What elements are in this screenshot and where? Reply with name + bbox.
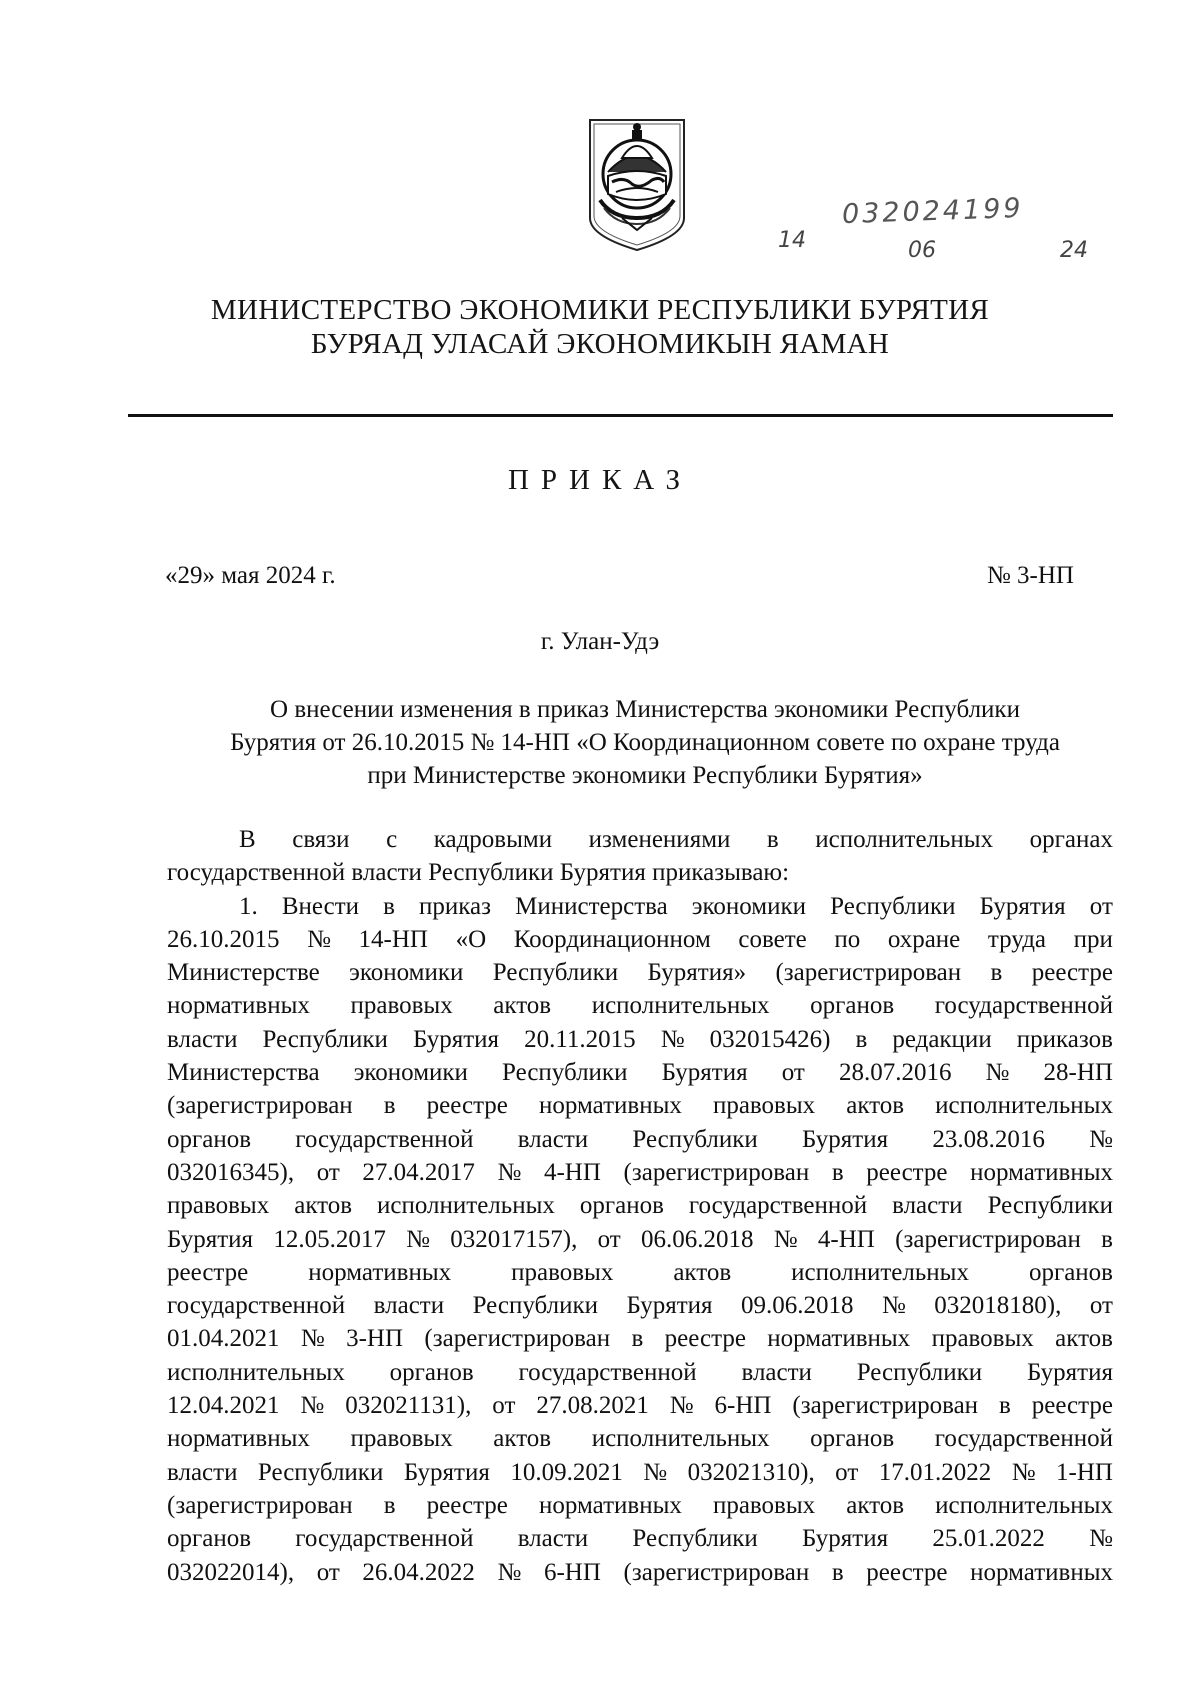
body-word: в (831, 1158, 844, 1186)
body-word: 27.04.2017 (362, 1158, 475, 1186)
body-word: 1-НП (1056, 1458, 1113, 1486)
body-word: (зарегистрирован (167, 1491, 353, 1519)
body-word: исполнительных (815, 826, 994, 853)
body-line (167, 1456, 1113, 1489)
body-word: № (881, 1292, 906, 1320)
body-line (167, 890, 1113, 923)
body-word: нормативных (167, 1425, 310, 1453)
body-line (167, 823, 1113, 856)
body-word: государственной (295, 1525, 474, 1553)
body-word: правовых (350, 1425, 453, 1453)
body-word: (зарегистрирован (623, 1558, 810, 1586)
body-word: Республики (987, 1192, 1113, 1220)
body-word: (зарегистрирован (167, 1092, 353, 1120)
body-word: власти (167, 1458, 238, 1486)
body-word: власти (517, 1125, 589, 1153)
body-word: 3-НП (346, 1325, 404, 1353)
body-word: исполнительных (591, 1425, 770, 1453)
body-word: № (643, 1458, 668, 1486)
body-word: в (383, 1491, 396, 1519)
ministry-name-buryat: БУРЯАД УЛАСАЙ ЭКОНОМИКЫН ЯАМАН (310, 328, 890, 360)
body-word: власти (892, 1192, 963, 1220)
body-line (167, 1256, 1113, 1289)
body-line (167, 1289, 1113, 1322)
body-word: № (1089, 1125, 1113, 1153)
body-word: органов (389, 1358, 474, 1386)
body-word: органов (1028, 1258, 1113, 1286)
body-word: Министерства (515, 892, 668, 920)
body-word: в (631, 1325, 644, 1353)
body-word: от (316, 1558, 340, 1586)
body-word: нормативных (538, 1092, 682, 1120)
body-word: в (1101, 1225, 1113, 1253)
body-word: органов (167, 1125, 252, 1153)
body-line: государственной власти Республики Бурятия приказываю: (167, 859, 790, 887)
body-word: (зарегистрирован (792, 1392, 979, 1420)
body-word: экономики (353, 1059, 468, 1087)
body-word: № (985, 1059, 1010, 1087)
body-word: Министерстве (167, 959, 320, 987)
body-word: 26.04.2022 (362, 1558, 475, 1586)
body-word: актов (673, 1258, 732, 1286)
body-word: экономики (691, 892, 807, 920)
body-word: реестре (1031, 1392, 1113, 1420)
body-word: редакции (892, 1025, 992, 1053)
order-city: г. Улан-Удэ (540, 628, 660, 655)
body-word: 28-НП (1043, 1059, 1113, 1087)
body-word: совете (738, 925, 807, 953)
body-word: реестре (866, 1158, 948, 1186)
body-word: нормативных (167, 992, 310, 1020)
body-word: 12.05.2017 (273, 1225, 386, 1253)
body-word: 4-НП (817, 1225, 875, 1253)
body-word: Бурятия (167, 1225, 254, 1253)
body-word: 01.04.2021 (167, 1325, 280, 1353)
body-word: правовых (167, 1192, 270, 1220)
body-word: Республики (856, 1358, 983, 1386)
body-word: 27.08.2021 (536, 1392, 649, 1420)
body-word: В (239, 826, 256, 853)
body-word: Республики (472, 1292, 598, 1320)
body-word: 06.06.2018 (641, 1225, 754, 1253)
body-word: государственной (518, 1358, 697, 1386)
body-word: власти (741, 1358, 812, 1386)
body-word: № (773, 1225, 798, 1253)
body-word: Республики (632, 1525, 758, 1553)
body-word: власти (167, 1025, 238, 1053)
body-word: от (492, 1392, 516, 1420)
registration-day-handwritten: 14 (778, 228, 806, 253)
body-word: от (781, 1059, 805, 1087)
body-word: с (386, 826, 398, 853)
body-word: Бурятия (802, 1125, 889, 1153)
body-word: 4-НП (543, 1158, 601, 1186)
body-word: актов (846, 1092, 905, 1120)
body-word: Координационном (513, 925, 711, 953)
body-word: от (597, 1225, 621, 1253)
body-word: в (383, 892, 395, 920)
body-word: реестре (426, 1491, 508, 1519)
order-body (167, 823, 1113, 1589)
body-word: правовых (350, 992, 453, 1020)
body-word: 14-НП (358, 925, 428, 953)
registration-month-handwritten: 06 (908, 238, 936, 263)
body-word: 6-НП (714, 1392, 772, 1420)
body-word: (зарегистрирован (623, 1158, 810, 1186)
body-word: нормативных (970, 1158, 1113, 1186)
body-word: органов (167, 1525, 252, 1553)
body-word: Министерства (167, 1059, 320, 1087)
body-word: Бурятия (661, 1059, 748, 1087)
body-word: 20.11.2015 (524, 1025, 636, 1053)
body-word: актов (1055, 1325, 1113, 1353)
body-word: исполнительных (791, 1258, 969, 1286)
body-word: № (1011, 1458, 1036, 1486)
body-word: от (1089, 1292, 1113, 1320)
body-word: в (383, 1092, 396, 1120)
body-word: актов (493, 992, 552, 1020)
body-word: правовых (712, 1491, 816, 1519)
body-word: 09.06.2018 (740, 1292, 854, 1320)
body-word: актов (294, 1192, 353, 1220)
body-word: правовых (511, 1258, 614, 1286)
coat-of-arms-emblem (582, 114, 692, 254)
body-word: 26.10.2015 (167, 925, 280, 953)
body-word: 032015426) (709, 1025, 831, 1053)
body-word: кадровыми (433, 826, 553, 853)
body-word: нормативных (767, 1325, 911, 1353)
body-line (167, 1322, 1113, 1355)
body-word: № (300, 1392, 325, 1420)
body-word: Бурятия (412, 1025, 500, 1053)
body-line (167, 1156, 1113, 1189)
body-word: нормативных (308, 1258, 452, 1286)
subject-line: Бурятия от 26.10.2015 № 14-НП «О Координационном совете по охране труда (230, 729, 1060, 756)
body-word: исполнительных (377, 1192, 555, 1220)
body-word: (зарегистрирован (424, 1325, 611, 1353)
body-word: органов (810, 992, 895, 1020)
body-word: государственной (934, 1425, 1113, 1453)
subject-line: О внесении изменения в приказ Министерства экономики Республики (270, 696, 1020, 723)
body-word: Республики (262, 1025, 388, 1053)
body-word: власти (373, 1292, 445, 1320)
body-word: связи (292, 826, 350, 853)
body-word: 25.01.2022 (932, 1525, 1045, 1553)
body-word: органов (579, 1192, 664, 1220)
body-word: 032021310), (687, 1458, 815, 1486)
body-word: 032017157), (450, 1225, 578, 1253)
body-word: 032016345), (167, 1158, 295, 1186)
body-word: в (990, 959, 1003, 987)
body-word: реестре (866, 1558, 948, 1586)
body-word: правовых (931, 1325, 1034, 1353)
body-word: в (766, 826, 779, 853)
body-word: № (497, 1158, 522, 1186)
body-word: государственной (167, 1292, 346, 1320)
body-line (167, 1422, 1113, 1455)
body-word: государственной (934, 992, 1113, 1020)
body-word: «О (455, 925, 487, 953)
body-word: актов (846, 1491, 905, 1519)
body-word: № (1089, 1525, 1113, 1553)
body-word: реестре (426, 1092, 508, 1120)
body-word: приказ (419, 892, 492, 920)
registration-number-handwritten: 032024199 (841, 192, 1025, 231)
body-word: (зарегистрирован (775, 959, 962, 987)
body-word: 6-НП (543, 1558, 601, 1586)
body-word: Бурятия (1026, 1358, 1113, 1386)
body-word: экономики (349, 959, 464, 987)
body-word: реестре (167, 1258, 249, 1286)
body-word: № (406, 1225, 430, 1253)
body-word: от (316, 1158, 340, 1186)
body-word: (зарегистрирован (895, 1225, 1081, 1253)
body-word: 032021131), (345, 1392, 472, 1420)
body-word: нормативных (970, 1558, 1113, 1586)
body-line (167, 1489, 1113, 1522)
body-word: исполнительных (167, 1358, 345, 1386)
body-word: 28.07.2016 (838, 1059, 952, 1087)
body-word: Бурятия (403, 1458, 490, 1486)
body-word: Республики (257, 1458, 384, 1486)
body-word: в (998, 1392, 1011, 1420)
order-subject (180, 693, 1110, 792)
body-word: реестре (1031, 959, 1113, 987)
body-word: исполнительных (935, 1491, 1113, 1519)
body-word: № (669, 1392, 694, 1420)
body-word: в (831, 1558, 844, 1586)
body-word: государственной (295, 1125, 474, 1153)
body-line (167, 1089, 1113, 1122)
body-word: государственной (688, 1192, 868, 1220)
body-word: реестре (664, 1325, 746, 1353)
body-word: 032022014), (167, 1558, 295, 1586)
header-divider (128, 414, 1113, 417)
body-line (167, 1389, 1113, 1422)
body-line (167, 1223, 1113, 1256)
document-title: ПРИКАЗ (507, 464, 693, 496)
body-word: 032018180), (934, 1292, 1062, 1320)
subject-line: при Министерстве экономики Республики Бурятия» (367, 762, 923, 789)
body-word: 17.01.2022 (878, 1458, 992, 1486)
body-word: Бурятия (802, 1525, 889, 1553)
body-word: 1. (239, 892, 258, 920)
body-word: Республики (502, 1059, 628, 1087)
body-line (167, 923, 1113, 956)
body-word: органах (1029, 826, 1113, 853)
body-word: актов (493, 1425, 552, 1453)
body-word: 10.09.2021 (510, 1458, 623, 1486)
body-word: Республики (632, 1125, 758, 1153)
body-word: изменениями (588, 826, 731, 853)
body-word: Бурятия (979, 892, 1066, 920)
body-word: от (835, 1458, 859, 1486)
body-word: Республики (492, 959, 619, 987)
body-word: нормативных (538, 1491, 682, 1519)
body-word: правовых (712, 1092, 816, 1120)
body-word: Бурятия (626, 1292, 713, 1320)
body-line (167, 956, 1113, 989)
body-line (167, 1522, 1113, 1555)
order-number: № 3-НП (986, 562, 1074, 589)
body-word: Бурятия» (647, 959, 747, 987)
body-word: 12.04.2021 (167, 1392, 280, 1420)
body-line (167, 1023, 1113, 1056)
registration-year-handwritten: 24 (1060, 238, 1088, 263)
body-line (167, 1056, 1113, 1089)
body-word: № (660, 1025, 685, 1053)
body-word: Республики (830, 892, 956, 920)
body-word: органов (810, 1425, 895, 1453)
body-word: по (834, 925, 861, 953)
body-word: исполнительных (591, 992, 770, 1020)
body-word: при (1073, 925, 1113, 953)
body-word: власти (517, 1525, 589, 1553)
body-line (167, 989, 1113, 1022)
body-line (167, 1123, 1113, 1156)
body-word: охране (887, 925, 961, 953)
body-line (167, 1356, 1113, 1389)
body-word: 23.08.2016 (932, 1125, 1045, 1153)
body-line (167, 1189, 1113, 1222)
body-word: от (1089, 892, 1113, 920)
body-word: приказов (1016, 1025, 1113, 1053)
body-word: в (855, 1025, 868, 1053)
ministry-name-russian: МИНИСТЕРСТВО ЭКОНОМИКИ РЕСПУБЛИКИ БУРЯТИЯ (210, 294, 990, 326)
body-line (167, 1556, 1113, 1589)
body-word: исполнительных (935, 1092, 1113, 1120)
body-word: труда (987, 925, 1047, 953)
body-word: Внести (281, 892, 360, 920)
body-word: № (300, 1325, 325, 1353)
body-word: № (307, 925, 331, 953)
order-date: «29» мая 2024 г. (165, 562, 336, 589)
body-word: № (497, 1558, 522, 1586)
